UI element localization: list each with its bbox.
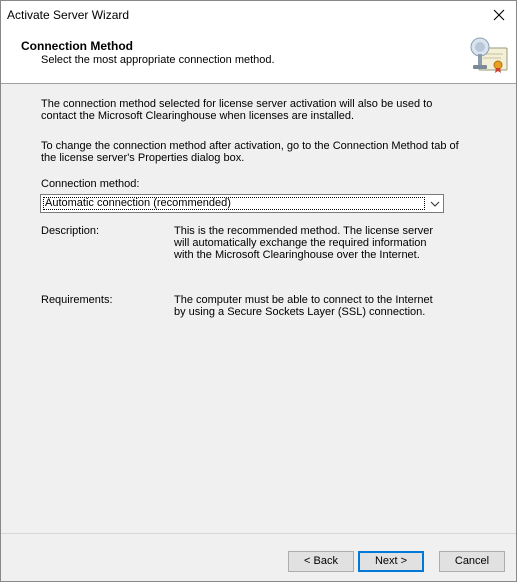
page-subtitle: Select the most appropriate connection method. <box>41 54 275 66</box>
close-icon <box>493 9 505 21</box>
description-text: This is the recommended method. The license server will automatically exchange the required information with the Microsoft Clearinghouse over the Internet. <box>174 225 434 261</box>
requirements-text: The computer must be able to connect to the Internet by using a Secure Sockets Layer (SSL) connection. <box>174 294 433 318</box>
page-title: Connection Method <box>21 39 133 53</box>
connection-method-dropdown[interactable] <box>40 194 444 213</box>
requirements-label: Requirements: <box>41 294 113 306</box>
close-button[interactable] <box>482 1 516 29</box>
description-label: Description: <box>41 225 100 237</box>
footer-divider <box>1 533 516 534</box>
back-button[interactable]: < Back <box>288 551 354 572</box>
intro-paragraph-2: To change the connection method after activation, go to the Connection Method tab of the license server's Properties dialog box. <box>41 140 459 164</box>
intro-paragraph-1: The connection method selected for license server activation will also be used to contact the Microsoft Clearinghouse when licenses are installed. <box>41 98 433 122</box>
intro-text <box>41 98 461 164</box>
window-title: Activate Server Wizard <box>7 8 130 22</box>
title-bar[interactable] <box>1 1 516 29</box>
certificate-server-icon <box>467 34 511 78</box>
wizard-header <box>1 29 516 84</box>
connection-method-label: Connection method: <box>41 178 140 190</box>
cancel-button[interactable]: Cancel <box>439 551 505 572</box>
next-button[interactable]: Next > <box>358 551 424 572</box>
connection-method-value: Automatic connection (recommended) <box>43 197 425 210</box>
chevron-down-icon <box>430 199 440 209</box>
